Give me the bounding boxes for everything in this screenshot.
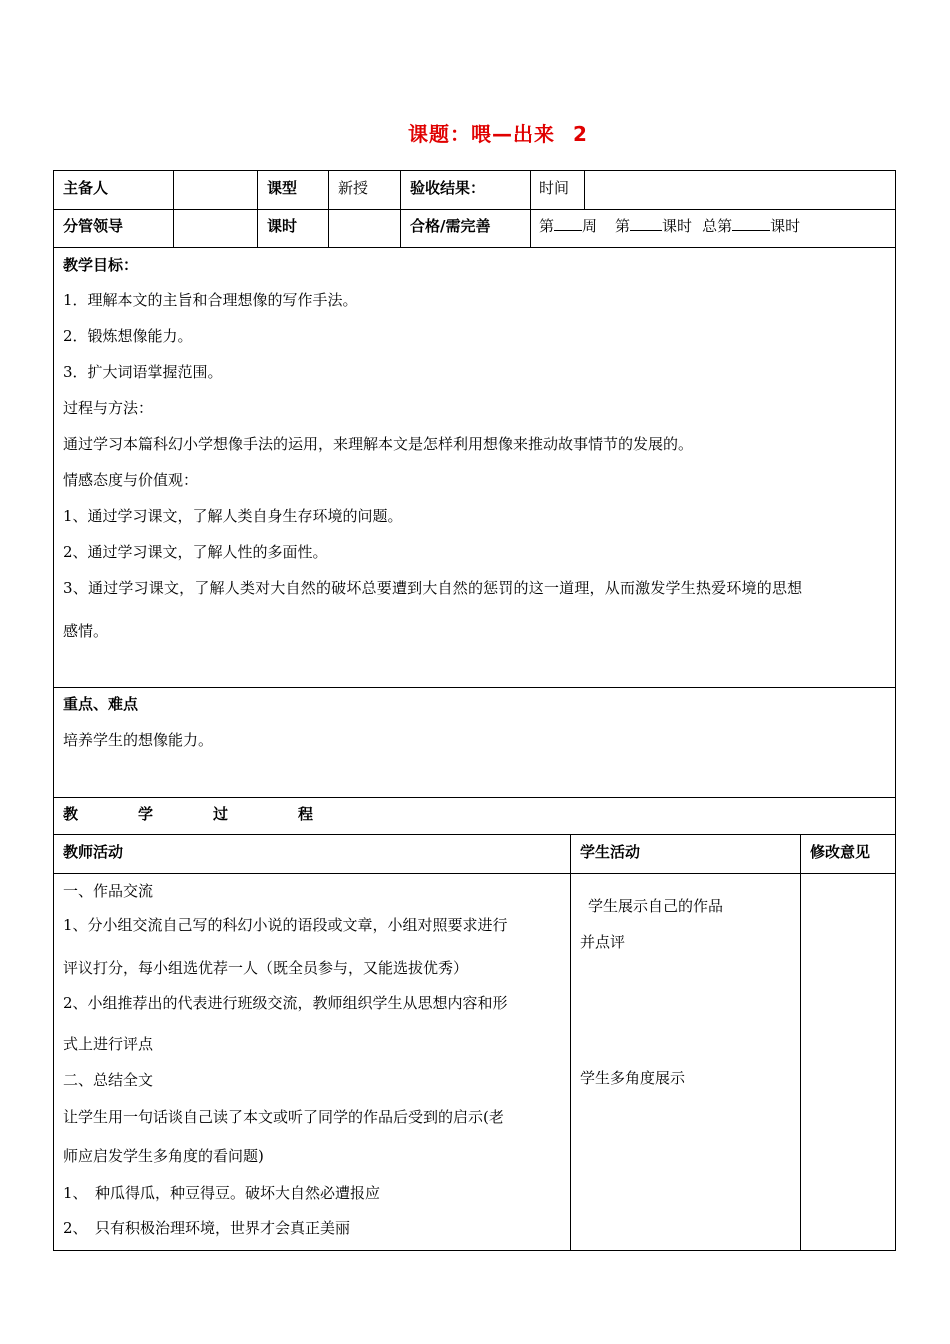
header-col-divider	[257, 170, 258, 248]
header-col-divider	[530, 170, 531, 248]
key-points-text: 培养学生的想像能力。	[63, 731, 214, 749]
objective-line: 3、通过学习课文，了解人类对大自然的破坏总要遭到大自然的惩罚的这一道理，从而激发学生热爱环境的思想	[63, 579, 803, 597]
total-blank	[732, 216, 770, 231]
teacher-line: 1、 种瓜得瓜，种豆得豆。破坏大自然必遭报应	[63, 1184, 381, 1202]
revision-header: 修改意见	[810, 843, 871, 861]
objective-line: 3．扩大词语掌握范围。	[63, 363, 223, 381]
objective-line: 2、通过学习课文，了解人性的多面性。	[63, 543, 328, 561]
total-prefix: 总第	[702, 217, 733, 235]
process-header-divider	[53, 873, 896, 874]
objective-line: 1、通过学习课文，了解人类自身生存环境的问题。	[63, 507, 403, 525]
teacher-line: 二、总结全文	[63, 1071, 154, 1089]
objective-line: 感情。	[63, 622, 109, 640]
lesson-prefix: 第	[615, 217, 631, 235]
teacher-line: 评议打分，每小组选优荐一人（既全员参与，又能选拔优秀）	[63, 959, 469, 977]
page-title	[0, 118, 950, 147]
header-col-divider	[400, 170, 401, 248]
process-col-divider	[570, 834, 571, 1251]
week-blank	[554, 216, 582, 231]
total-suffix: 课时	[770, 217, 801, 235]
student-line: 学生多角度展示	[580, 1069, 686, 1087]
teacher-line: 一、作品交流	[63, 882, 154, 900]
header-col-divider	[173, 170, 174, 248]
key-points-heading: 重点、难点	[63, 695, 139, 713]
title-text: 课题：喂—出来	[408, 122, 556, 146]
objective-line: 通过学习本篇科幻小学想像手法的运用，来理解本文是怎样利用想像来推动故事情节的发展的。	[63, 435, 694, 453]
teacher-line: 2、小组推荐出的代表进行班级交流，教师组织学生从思想内容和形	[63, 994, 508, 1012]
objective-line: 情感态度与价值观：	[63, 471, 199, 489]
objective-line: 1．理解本文的主旨和合理想像的写作手法。	[63, 291, 358, 309]
teacher-line: 让学生用一句话谈自己读了本文或听了同学的作品后受到的启示(老	[63, 1108, 504, 1126]
teacher-line: 师应启发学生多角度的看问题)	[63, 1147, 264, 1165]
type-label: 课型	[267, 179, 298, 197]
objectives-section	[53, 247, 896, 688]
title-number: 2	[573, 122, 588, 146]
objectives-heading: 教学目标：	[63, 256, 139, 274]
schedule-field	[539, 215, 800, 236]
lesson-blank	[630, 216, 662, 231]
period-label: 课时	[267, 217, 298, 235]
process-heading-char: 程	[298, 805, 314, 823]
teacher-line: 式上进行评点	[63, 1035, 154, 1053]
prep-label: 主备人	[63, 179, 109, 197]
objective-line: 过程与方法：	[63, 399, 154, 417]
process-col-divider	[800, 834, 801, 1251]
process-heading-char: 教	[63, 805, 79, 823]
result-label: 合格/需完善	[410, 217, 491, 235]
header-col-divider	[584, 170, 585, 209]
process-heading-char: 学	[138, 805, 154, 823]
student-activity-header: 学生活动	[580, 843, 641, 861]
objective-line: 2．锻炼想像能力。	[63, 327, 193, 345]
type-value: 新授	[338, 179, 369, 197]
week-prefix: 第	[539, 217, 555, 235]
student-line: 学生展示自己的作品	[588, 897, 724, 915]
teacher-line: 2、 只有积极治理环境，世界才会真正美丽	[63, 1219, 351, 1237]
time-label: 时间	[539, 179, 570, 197]
header-row-divider	[53, 209, 896, 210]
process-heading-char: 过	[213, 805, 229, 823]
header-col-divider	[328, 170, 329, 248]
teacher-activity-header: 教师活动	[63, 843, 124, 861]
process-heading-row	[53, 797, 896, 835]
leader-label: 分管领导	[63, 217, 124, 235]
teacher-line: 1、分小组交流自己写的科幻小说的语段或文章，小组对照要求进行	[63, 916, 508, 934]
student-line: 并点评	[580, 933, 626, 951]
lesson-suffix: 课时	[662, 217, 693, 235]
week-suffix: 周	[582, 217, 598, 235]
check-label: 验收结果：	[410, 179, 486, 197]
